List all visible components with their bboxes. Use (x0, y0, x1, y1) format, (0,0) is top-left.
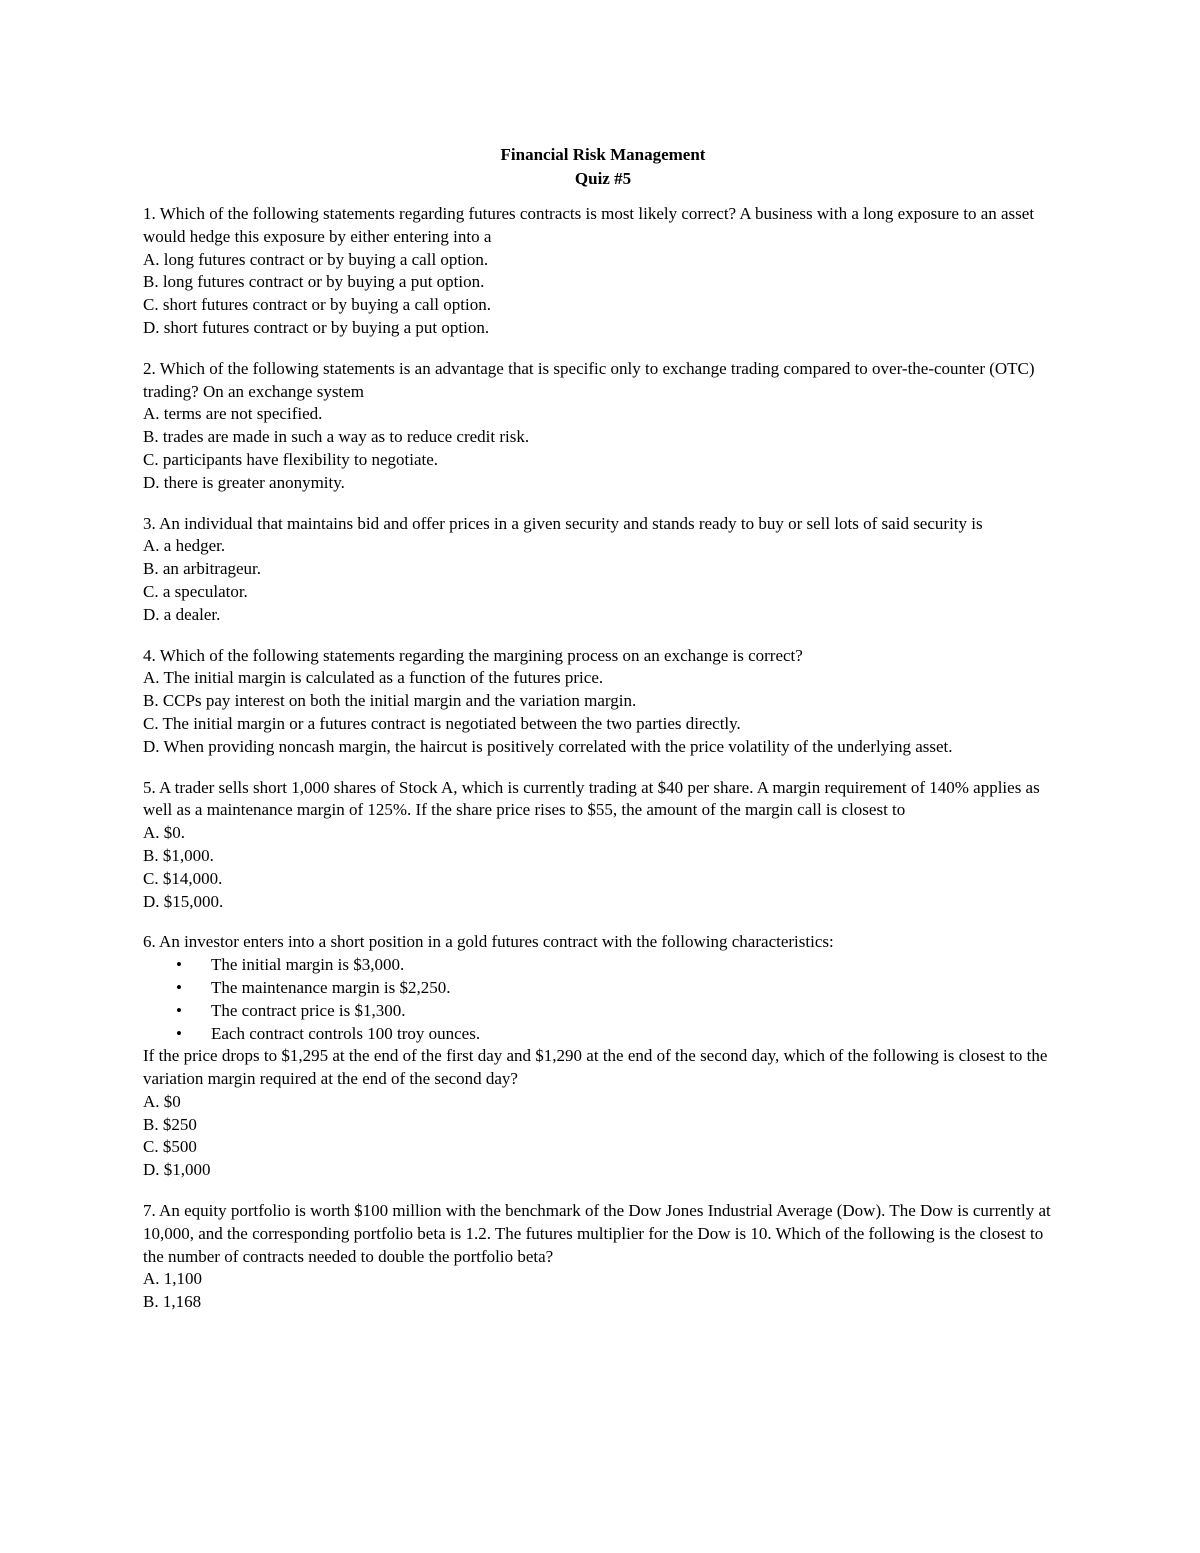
question-4 (143, 645, 1063, 759)
answer-option-d: D. $1,000 (143, 1160, 211, 1180)
bullet-icon: • (176, 977, 182, 997)
bullet-text: The maintenance margin is $2,250. (211, 977, 451, 997)
answer-option-d: D. $15,000. (143, 891, 224, 911)
answer-option-c: C. The initial margin or a futures contract is negotiated between the two parties directly. (143, 713, 741, 733)
bullet-item (143, 954, 1063, 977)
answer-option-d: D. a dealer. (143, 604, 221, 624)
answer-option-c: C. $14,000. (143, 868, 223, 888)
answer-option-d: D. short futures contract or by buying a put option. (143, 317, 490, 337)
answer-option-c: C. short futures contract or by buying a call option. (143, 295, 491, 315)
title-block (143, 143, 1063, 191)
document-title: Financial Risk Management (500, 145, 706, 164)
bullet-icon: • (176, 1023, 182, 1043)
answer-option-a: A. terms are not specified. (143, 404, 323, 424)
bullet-text: Each contract controls 100 troy ounces. (211, 1023, 481, 1043)
answer-option-b: B. CCPs pay interest on both the initial margin and the variation margin. (143, 691, 637, 711)
document-subtitle: Quiz #5 (574, 169, 632, 188)
characteristics-list (143, 954, 1063, 1045)
answer-option-a: A. $0 (143, 1091, 181, 1111)
bullet-icon: • (176, 955, 182, 975)
answer-option-b: B. $250 (143, 1114, 197, 1134)
answer-option-a: A. a hedger. (143, 536, 226, 556)
question-3 (143, 513, 1063, 627)
question-stem: 5. A trader sells short 1,000 shares of Stock A, which is currently trading at $40 per share. A margin requirement of 140% applies as well as a maintenance margin of 125%. If the share price rises to $55, the amount of the margin call is closest to (143, 777, 1040, 820)
answer-option-a: A. long futures contract or by buying a call option. (143, 249, 489, 269)
document-content (143, 143, 1063, 1332)
question-stem: 7. An equity portfolio is worth $100 million with the benchmark of the Dow Jones Industrial Average (Dow). The Dow is currently at 10,000, and the corresponding portfolio beta is 1.2. The futures multiplier for the Dow is 10. Which of the following is the closest to the number of contracts needed to double the portfolio beta? (143, 1201, 1051, 1266)
question-6 (143, 931, 1063, 1182)
question-7 (143, 1200, 1063, 1314)
answer-option-b: B. trades are made in such a way as to reduce credit risk. (143, 427, 530, 447)
answer-option-a: A. 1,100 (143, 1269, 203, 1289)
answer-option-d: D. there is greater anonymity. (143, 472, 345, 492)
answer-option-c: C. $500 (143, 1137, 197, 1157)
question-stem: 4. Which of the following statements regarding the margining process on an exchange is correct? (143, 645, 803, 665)
answer-option-b: B. an arbitrageur. (143, 559, 262, 579)
question-stem: 1. Which of the following statements regarding futures contracts is most likely correct? A business with a long exposure to an asset would hedge this exposure by either entering into a (143, 204, 1035, 246)
answer-option-b: B. 1,168 (143, 1292, 202, 1312)
question-stem: 6. An investor enters into a short position in a gold futures contract with the following characteristics: (143, 932, 834, 952)
question-2 (143, 358, 1063, 495)
bullet-text: The initial margin is $3,000. (211, 955, 405, 975)
answer-option-b: B. long futures contract or by buying a put option. (143, 272, 485, 292)
question-stem: 2. Which of the following statements is an advantage that is specific only to exchange trading compared to over-the-counter (OTC) trading? On an exchange system (143, 358, 1035, 401)
answer-option-c: C. participants have flexibility to negotiate. (143, 449, 439, 469)
question-stem: 3. An individual that maintains bid and offer prices in a given security and stands ready to buy or sell lots of said security is (143, 513, 983, 533)
answer-option-b: B. $1,000. (143, 845, 214, 865)
bullet-icon: • (176, 1000, 182, 1020)
bullet-text: The contract price is $1,300. (211, 1000, 406, 1020)
answer-option-a: A. $0. (143, 823, 186, 843)
answer-option-d: D. When providing noncash margin, the haircut is positively correlated with the price volatility of the underlying asset. (143, 736, 953, 756)
answer-option-c: C. a speculator. (143, 581, 248, 601)
question-1 (143, 203, 1063, 340)
bullet-item (143, 1000, 1063, 1023)
bullet-item (143, 977, 1063, 1000)
question-stem-continued: If the price drops to $1,295 at the end of the first day and $1,290 at the end of the second day, which of the following is closest to the variation margin required at the end of the second day? (143, 1046, 1048, 1089)
question-5 (143, 777, 1063, 914)
bullet-item (143, 1023, 1063, 1046)
answer-option-a: A. The initial margin is calculated as a function of the futures price. (143, 668, 604, 688)
